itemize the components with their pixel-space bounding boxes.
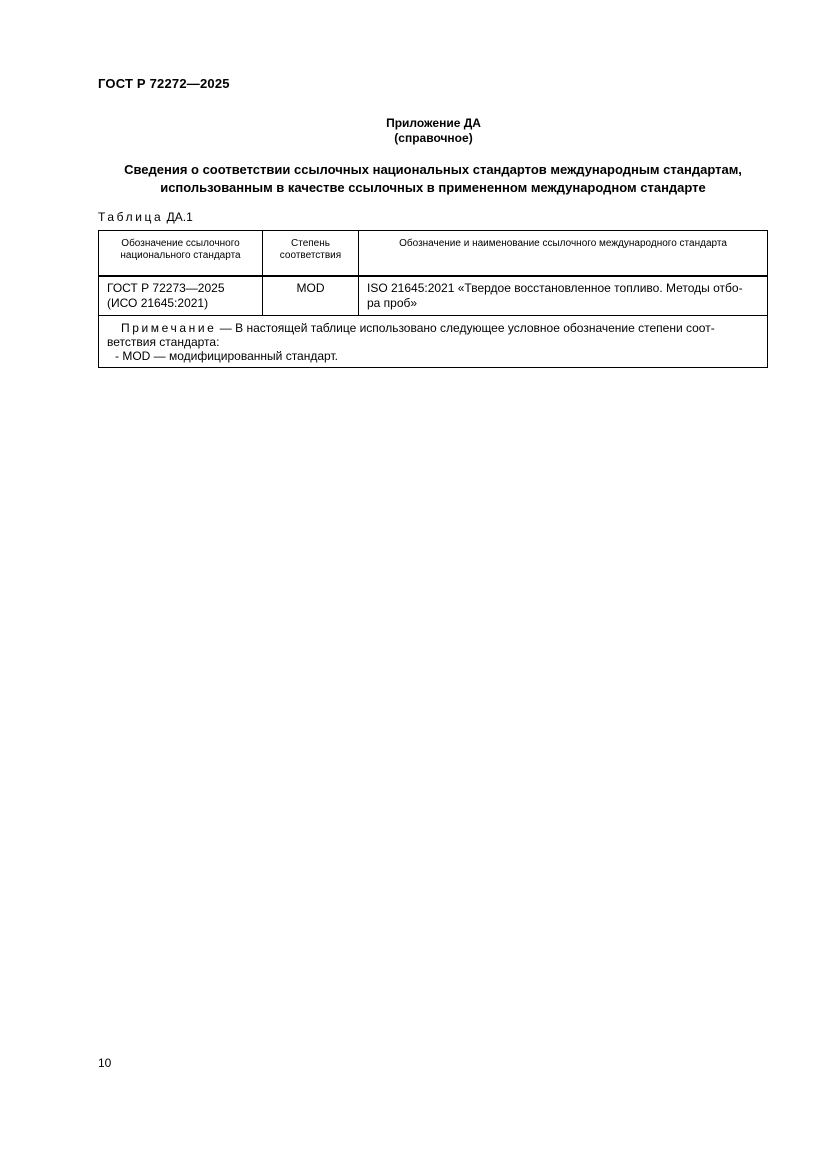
note-label: Примечание (121, 321, 217, 335)
header-national-line-2: национального стандарта (120, 250, 241, 261)
table-caption-number: ДА.1 (166, 210, 193, 224)
annex-subtitle: (справочное) (394, 131, 473, 145)
header-degree-line-2: соответствия (279, 250, 342, 261)
section-heading (98, 161, 768, 197)
header-degree (263, 231, 359, 277)
cell-degree (263, 276, 359, 316)
cell-national-standard (99, 276, 263, 316)
table-header-row (99, 231, 768, 277)
note-list-item: - MOD — модифицированный стандарт. (115, 349, 338, 363)
annex-title: Приложение ДА (386, 116, 481, 130)
international-standard-line-2: ра проб» (367, 296, 418, 310)
header-national-line-1: Обозначение ссылочного (121, 238, 240, 249)
header-international-standard (359, 231, 768, 277)
section-heading-line-2: использованным в качестве ссылочных в примененном международном стандарте (160, 180, 706, 195)
header-international-text: Обозначение и наименование ссылочного международного стандарта (399, 238, 727, 249)
reference-standards-table (98, 230, 768, 368)
document-code: ГОСТ Р 72272—2025 (98, 76, 230, 91)
degree-value: MOD (296, 281, 325, 295)
section-heading-line-1: Сведения о соответствии ссылочных национальных стандартов международным стандартам, (124, 162, 742, 177)
table-caption-word: Таблица (98, 210, 164, 224)
international-standard-line-1: ISO 21645:2021 «Твердое восстановленное топливо. Методы отбо- (367, 281, 743, 295)
cell-international-standard (359, 276, 768, 316)
national-standard-code: ГОСТ Р 72273—2025 (107, 281, 225, 295)
note-text-line-2: ветствия стандарта: (107, 335, 220, 349)
table-note (99, 316, 768, 368)
header-national-standard (99, 231, 263, 277)
note-text-line-1: — В настоящей таблице использовано следующее условное обозначение степени соот- (216, 321, 715, 335)
note-first-line (107, 321, 759, 335)
table-caption (98, 210, 193, 224)
table-note-row (99, 316, 768, 368)
header-degree-line-1: Степень (291, 238, 330, 249)
page-number: 10 (98, 1056, 112, 1070)
table-row (99, 276, 768, 316)
national-standard-iso-ref: (ИСО 21645:2021) (107, 296, 209, 310)
